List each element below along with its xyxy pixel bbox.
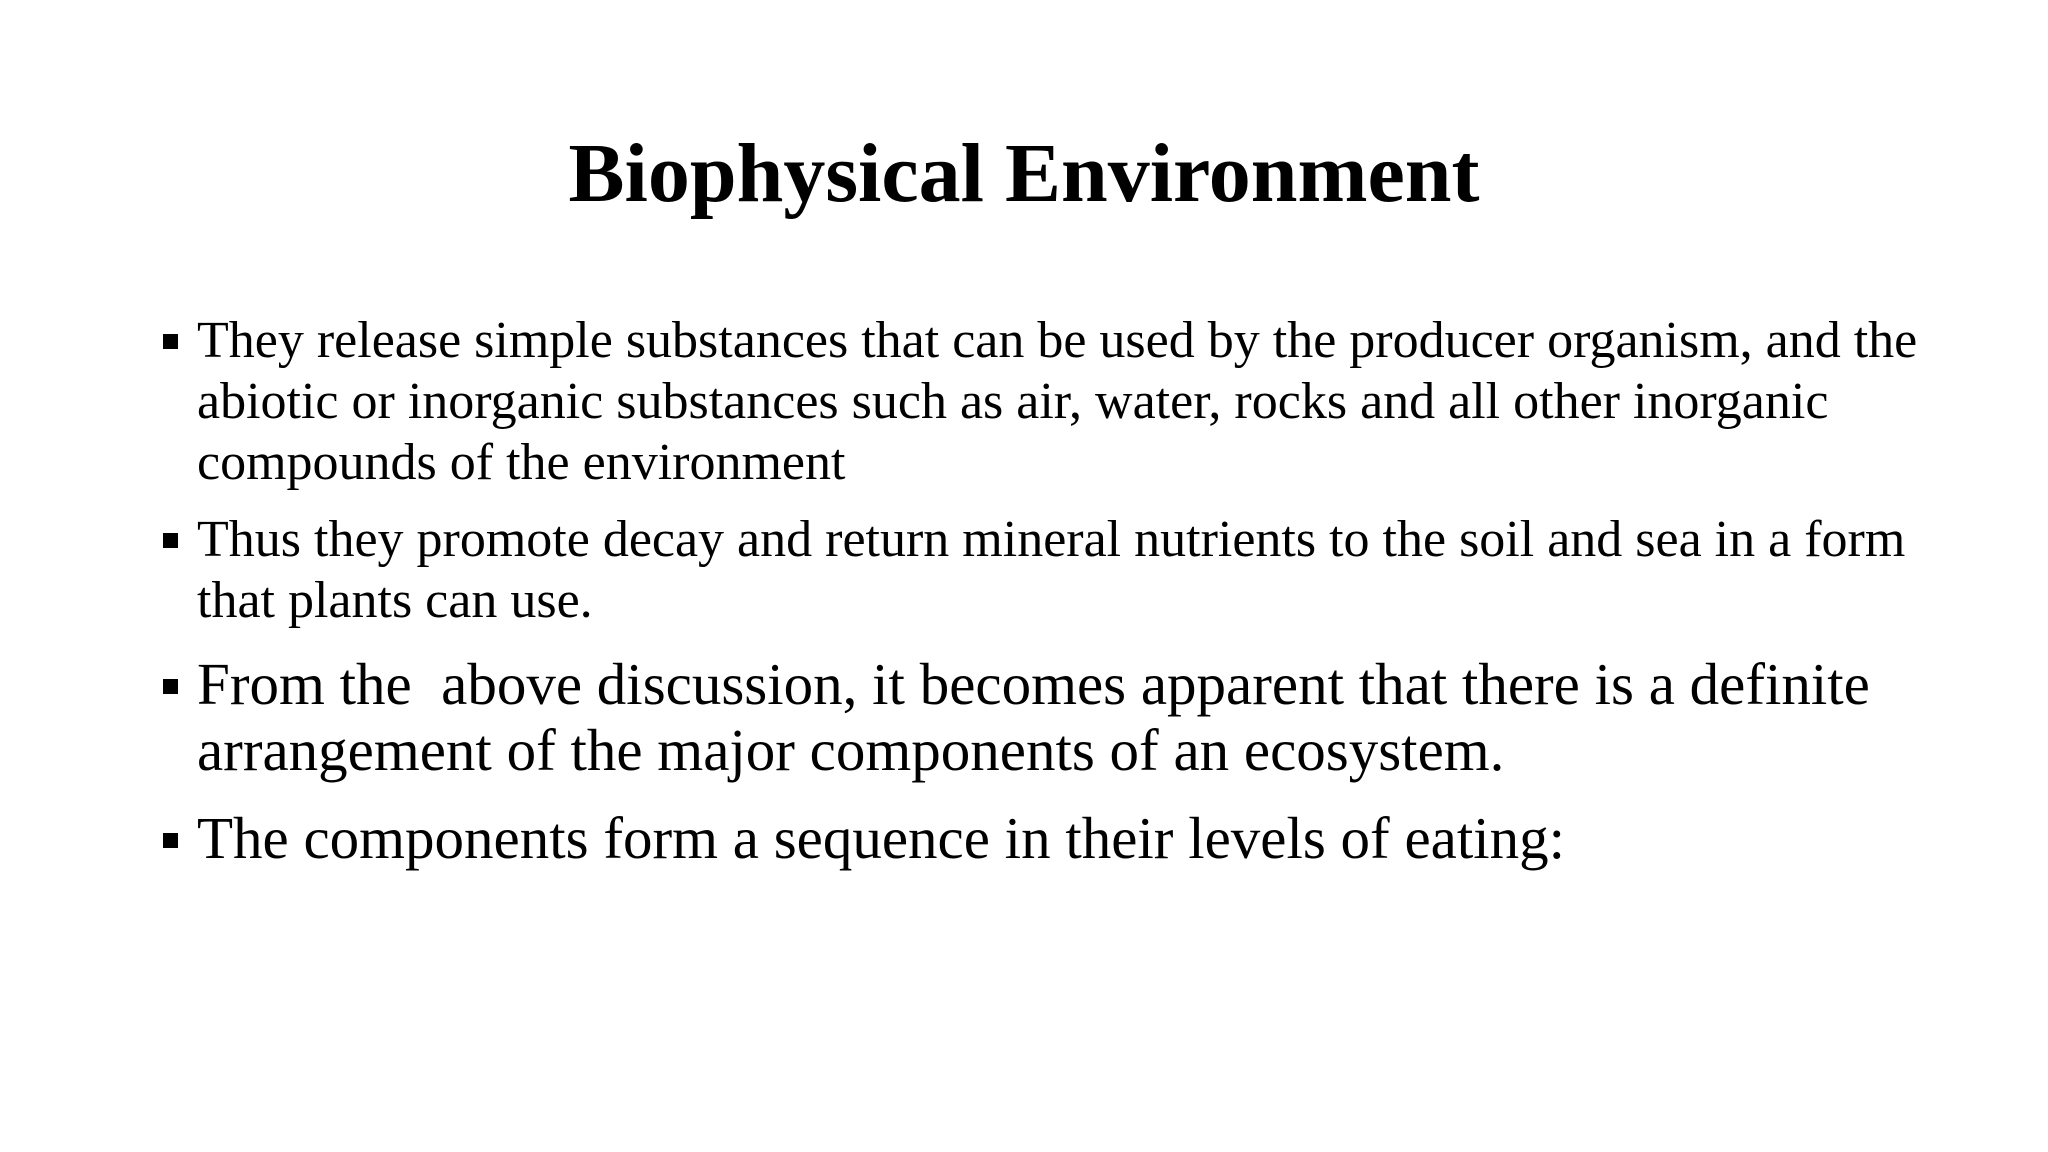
bullet-list (160, 310, 1920, 871)
bullet-item (160, 310, 1920, 493)
bullet-item (160, 651, 1920, 783)
bullet-text: From the above discussion, it becomes apparent that there is a definite arrangement of the major components of an ecosystem. (197, 651, 1885, 783)
square-bullet-icon (163, 833, 178, 848)
square-bullet-icon (163, 679, 178, 694)
bullet-item (160, 805, 1920, 871)
square-bullet-icon (163, 533, 178, 548)
bullet-text: They release simple substances that can be used by the producer organism, and the abiotic or inorganic substances such as air, water, rocks and all other inorganic compounds of the environment (197, 312, 1918, 491)
square-bullet-icon (163, 334, 178, 349)
bullet-text: Thus they promote decay and return mineral nutrients to the soil and sea in a form that plants can use. (197, 511, 1906, 629)
bullet-text: The components form a sequence in their levels of eating: (197, 805, 1566, 871)
bullet-item (160, 509, 1920, 631)
slide-title: Biophysical Environment (568, 127, 1480, 220)
